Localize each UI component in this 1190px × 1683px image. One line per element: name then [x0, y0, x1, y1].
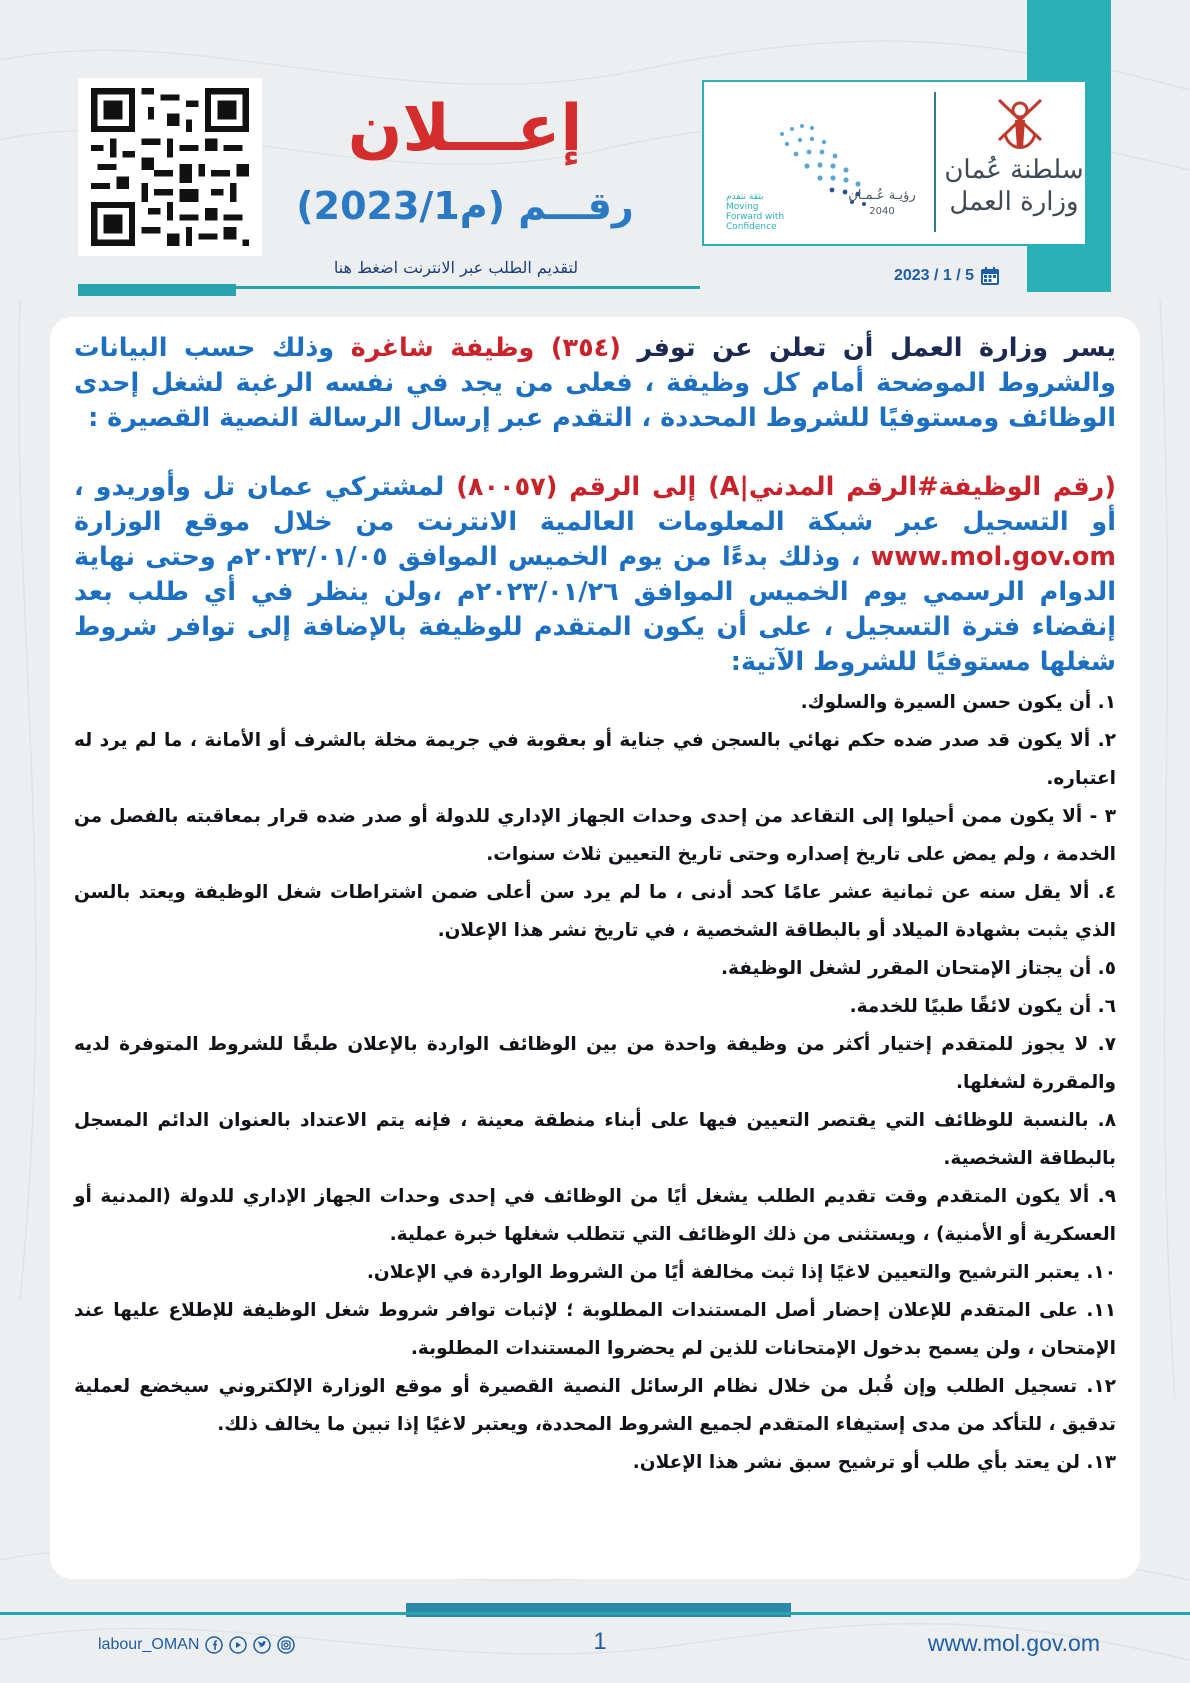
condition-item: ١١. على المتقدم للإعلان إحضار أصل المستندات المطلوبة ؛ لإثبات توافر شروط شغل الوظيفة للإطلاع عليها عند الإمتحان ، ولن يسمح بدخول الإمتحانات للذين لم يحضروا المستندات المطلوبة.	[74, 1300, 1116, 1359]
title-underline-accent	[78, 284, 236, 296]
footer-website-link[interactable]: www.mol.gov.om	[927, 1630, 1100, 1656]
apply-online-link[interactable]: لتقديم الطلب عبر الانترنت اضغط هنا	[333, 258, 579, 277]
instagram-icon[interactable]	[277, 1636, 295, 1654]
ministry-name: سلطنة عُمان وزارة العمل	[944, 155, 1084, 217]
announcement-date	[860, 264, 1000, 288]
condition-item: ١. أن يكون حسن السيرة والسلوك.	[800, 692, 1116, 713]
facebook-icon[interactable]	[205, 1636, 223, 1654]
vision-name: رؤيـة عُـمـان 2040	[848, 188, 916, 217]
vacancy-count: (٣٥٤) وظيفة شاغرة	[350, 333, 621, 363]
ministry-website-link[interactable]: www.mol.gov.om	[870, 542, 1116, 572]
condition-item: ٧. لا يجوز للمتقدم إختيار أكثر من وظيفة واحدة من بين الوظائف الواردة بالإعلان طبقًا للشروط المتوفرة لديه والمقررة لشغلها.	[74, 1034, 1116, 1093]
vision-tagline: بثقة نتقدم Moving Forward with Confidence	[726, 192, 785, 232]
logo-panel	[702, 80, 1087, 246]
announcement-title: إعـــلان	[347, 92, 583, 166]
intro-paragraph: يسر وزارة العمل أن تعلن عن توفر (٣٥٤) وظيفة شاغرة وذلك حسب البيانات والشروط الموضحة أمام كل وظيفة ، فعلى من يجد في نفسه الرغبة لشغل إحدى الوظائف ومستوفيًا للشروط المحددة ، التقدم عبر إرسال الرسالة النصية القصيرة :	[74, 333, 1116, 433]
condition-item: ٨. بالنسبة للوظائف التي يقتصر التعيين فيها على أبناء منطقة معينة ، فإنه يتم الاعتداد بالعنوان الدائم المسجل بالبطاقة الشخصية.	[74, 1110, 1116, 1169]
ministry-emblem	[989, 90, 1051, 160]
condition-item: ٩. ألا يكون المتقدم وقت تقديم الطلب يشغل أيًا من الوظائف في إحدى وحدات الجهاز الإداري للدولة (المدنية أو العسكرية أو الأمنية) ، ويستثنى من ذلك الوظائف التي تتطلب شغلها خبرة عملية.	[74, 1186, 1116, 1245]
condition-item: ١٣. لن يعتد بأي طلب أو ترشيح سبق نشر هذا الإعلان.	[632, 1452, 1116, 1473]
youtube-icon[interactable]	[229, 1636, 247, 1654]
announcement-body	[50, 317, 1140, 1579]
condition-item: ٢. ألا يكون قد صدر ضده حكم نهائي بالسجن في جناية أو بعقوبة في جريمة مخلة بالشرف أو الأمانة ، ما لم يرد له اعتباره.	[74, 730, 1116, 789]
condition-item: ١٠. يعتبر الترشيح والتعيين لاغيًا إذا ثبت مخالفة أيًا من الشروط الواردة في الإعلان.	[366, 1262, 1116, 1283]
calendar-icon	[980, 266, 1000, 286]
sms-instructions: (رقم الوظيفة#الرقم المدني|A) إلى الرقم (٨٠٠٥٧) لمشتركي عمان تل وأوريدو ، أو التسجيل عبر شبكة المعلومات العالمية الانترنت من خلال موقع الوزارة www.mol.gov.om ، وذلك بدءًا من يوم الخميس الموافق ٢٠٢٣/٠١/٠٥م وحتى نهاية الدوام الرسمي يوم الخميس الموافق ٢٠٢٣/٠١/٢٦م ،ولن ينظر في أي طلب بعد إنقضاء فترة التسجيل ، على أن يكون المتقدم للوظيفة بالإضافة إلى توافر شروط شغلها مستوفيًا للشروط الآتية:	[74, 472, 1117, 677]
social-links	[98, 1636, 295, 1654]
qr-code[interactable]	[78, 78, 262, 256]
condition-item: ١٢. تسجيل الطلب وإن قُبل من خلال نظام الرسائل النصية القصيرة أو موقع الوزارة الإلكتروني سيخضع لعملية تدقيق ، للتأكد من مدى إستيفاء المتقدم لجميع الشروط المحددة، ويعتبر لاغيًا إذا تبين ما يخالف ذلك.	[74, 1376, 1116, 1435]
qr-code-graphic	[90, 88, 250, 246]
social-handle[interactable]: labour_OMAN	[98, 1636, 200, 1653]
condition-item: ٥. أن يجتاز الإمتحان المقرر لشغل الوظيفة.	[720, 958, 1116, 979]
condition-item: ٣ - ألا يكون ممن أحيلوا إلى التقاعد من إحدى وحدات الجهاز الإداري للدولة أو صدر ضده قرار بمعاقبته بالفصل من الخدمة ، ولم يمض على تاريخ إصداره وحتى تاريخ التعيين ثلاث سنوات.	[74, 806, 1116, 865]
condition-item: ٦. أن يكون لائقًا طبيًا للخدمة.	[849, 996, 1116, 1017]
conditions-list	[74, 684, 1116, 1482]
page-number: 1	[593, 1628, 607, 1655]
announcement-number: رقـــم (م2023/1)	[296, 184, 634, 228]
sms-format: (رقم الوظيفة#الرقم المدني|A) إلى الرقم (٨٠٠٥٧)	[456, 472, 1117, 502]
twitter-icon[interactable]	[253, 1636, 271, 1654]
logo-divider	[934, 92, 936, 232]
condition-item: ٤. ألا يقل سنه عن ثمانية عشر عامًا كحد أدنى ، ما لم يرد سن أعلى ضمن اشتراطات شغل الوظيفة ويعتد بالسن الذي يثبت بشهادة الميلاد أو بالبطاقة الشخصية ، في تاريخ نشر هذا الإعلان.	[74, 882, 1116, 941]
date-text: 2023 / 1 / 5	[893, 267, 974, 284]
footer-rule	[0, 1612, 1190, 1615]
